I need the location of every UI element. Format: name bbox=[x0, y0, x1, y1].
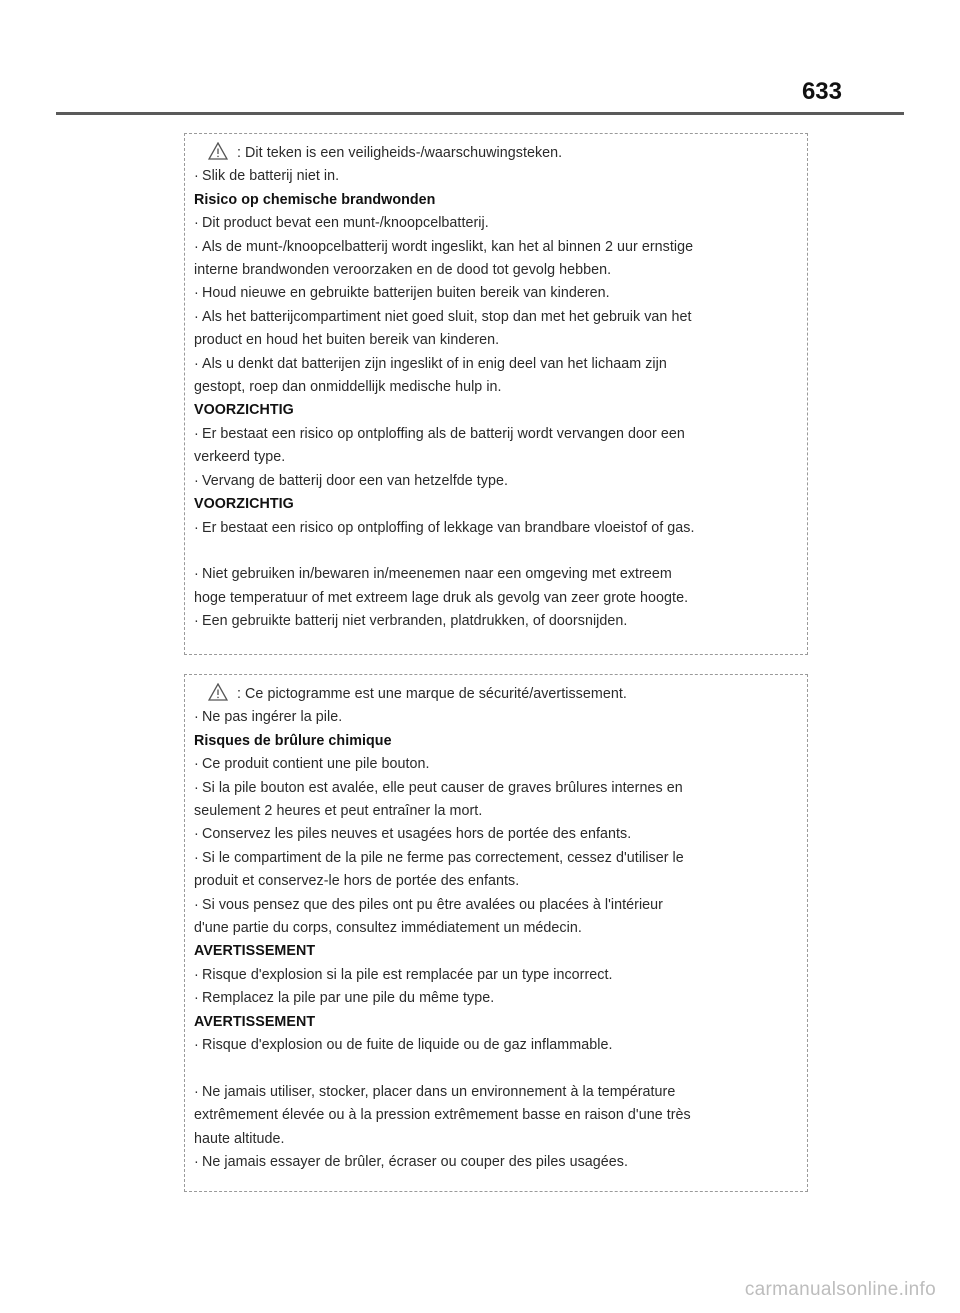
line-text: AVERTISSEMENT bbox=[194, 1013, 316, 1030]
bullet-dot-icon: · bbox=[194, 285, 199, 302]
line-text: Risque d'explosion ou de fuite de liquide ou de gaz inflammable. bbox=[202, 1037, 613, 1054]
bullet-dot-icon: · bbox=[194, 1083, 199, 1100]
line-text: Dit product bevat een munt-/knoopcelbatterij. bbox=[202, 215, 489, 232]
line-text: Ne jamais essayer de brûler, écraser ou couper des piles usagées. bbox=[202, 1154, 629, 1171]
notice-box-french bbox=[184, 674, 808, 1192]
safety-symbol-text: : Dit teken is een veiligheids-/waarschuwingsteken. bbox=[237, 145, 563, 161]
blank-line bbox=[194, 540, 793, 563]
bullet-dot-icon: · bbox=[194, 966, 199, 983]
notice-lines bbox=[194, 165, 793, 633]
line-text: hoge temperatuur of met extreem lage druk als gevolg van zeer grote hoogte. bbox=[194, 589, 689, 606]
line-text: AVERTISSEMENT bbox=[194, 943, 316, 960]
continuation-line bbox=[194, 446, 793, 469]
bullet-line bbox=[194, 777, 793, 800]
header-rule bbox=[56, 112, 904, 115]
line-text: Conservez les piles neuves et usagées hors de portée des enfants. bbox=[202, 826, 632, 843]
bullet-dot-icon: · bbox=[194, 215, 199, 232]
bullet-dot-icon: · bbox=[194, 613, 199, 630]
line-text: d'une partie du corps, consultez immédiatement un médecin. bbox=[194, 920, 582, 937]
bullet-dot-icon: · bbox=[194, 168, 199, 185]
bullet-line bbox=[194, 823, 793, 846]
bullet-line bbox=[194, 987, 793, 1010]
bullet-line bbox=[194, 353, 793, 376]
bullet-dot-icon: · bbox=[194, 709, 199, 726]
line-text: Si vous pensez que des piles ont pu être avalées ou placées à l'intérieur bbox=[202, 896, 663, 913]
bullet-dot-icon: · bbox=[194, 826, 199, 843]
continuation-line bbox=[194, 917, 793, 940]
bullet-dot-icon: · bbox=[194, 472, 199, 489]
continuation-line bbox=[194, 1128, 793, 1151]
line-text: product en houd het buiten bereik van kinderen. bbox=[194, 332, 500, 349]
bullet-line bbox=[194, 282, 793, 305]
bullet-line bbox=[194, 894, 793, 917]
line-text: Risques de brûlure chimique bbox=[194, 732, 392, 749]
continuation-line bbox=[194, 800, 793, 823]
line-text: Er bestaat een risico op ontploffing of lekkage van brandbare vloeistof of gas. bbox=[202, 519, 695, 536]
site-watermark: carmanualsonline.info bbox=[744, 1279, 936, 1300]
section-heading bbox=[194, 1011, 793, 1034]
line-text: Ne pas ingérer la pile. bbox=[202, 709, 343, 726]
line-text: verkeerd type. bbox=[194, 449, 286, 466]
line-text: gestopt, roep dan onmiddellijk medische hulp in. bbox=[194, 379, 502, 396]
bullet-line bbox=[194, 1081, 793, 1104]
section-heading bbox=[194, 189, 793, 212]
line-text: Niet gebruiken in/bewaren in/meenemen naar een omgeving met extreem bbox=[202, 566, 672, 583]
bullet-line bbox=[194, 517, 793, 540]
bullet-line bbox=[194, 847, 793, 870]
continuation-line bbox=[194, 587, 793, 610]
line-text: Risque d'explosion si la pile est remplacée par un type incorrect. bbox=[202, 966, 613, 983]
bullet-dot-icon: · bbox=[194, 425, 199, 442]
bullet-dot-icon: · bbox=[194, 519, 199, 536]
bullet-line bbox=[194, 236, 793, 259]
bullet-line bbox=[194, 706, 793, 729]
bullet-dot-icon: · bbox=[194, 849, 199, 866]
line-text: Remplacez la pile par une pile du même type. bbox=[202, 990, 495, 1007]
section-heading bbox=[194, 493, 793, 516]
line-text: interne brandwonden veroorzaken en de dood tot gevolg hebben. bbox=[194, 262, 612, 279]
line-text: haute altitude. bbox=[194, 1130, 285, 1147]
bullet-line bbox=[194, 964, 793, 987]
section-heading bbox=[194, 399, 793, 422]
bullet-dot-icon: · bbox=[194, 355, 199, 372]
line-text: Als het batterijcompartiment niet goed sluit, stop dan met het gebruik van het bbox=[202, 308, 692, 325]
bullet-dot-icon: · bbox=[194, 779, 199, 796]
line-text: Slik de batterij niet in. bbox=[202, 168, 340, 185]
continuation-line bbox=[194, 329, 793, 352]
notice-lines bbox=[194, 706, 793, 1174]
line-text: Houd nieuwe en gebruikte batterijen buiten bereik van kinderen. bbox=[202, 285, 610, 302]
bullet-line bbox=[194, 753, 793, 776]
section-heading bbox=[194, 940, 793, 963]
bullet-dot-icon: · bbox=[194, 308, 199, 325]
line-text: Als de munt-/knoopcelbatterij wordt ingeslikt, kan het al binnen 2 uur ernstige bbox=[202, 238, 694, 255]
bullet-line bbox=[194, 306, 793, 329]
bullet-dot-icon: · bbox=[194, 756, 199, 773]
safety-symbol-text: : Ce pictogramme est une marque de sécurité/avertissement. bbox=[237, 686, 627, 702]
line-text: Een gebruikte batterij niet verbranden, platdrukken, of doorsnijden. bbox=[202, 613, 628, 630]
page-number: 633 bbox=[801, 78, 842, 105]
line-text: Er bestaat een risico op ontploffing als de batterij wordt vervangen door een bbox=[202, 425, 685, 442]
bullet-line bbox=[194, 610, 793, 633]
continuation-line bbox=[194, 376, 793, 399]
bullet-line bbox=[194, 423, 793, 446]
safety-symbol-line bbox=[194, 683, 793, 706]
bullet-line bbox=[194, 1034, 793, 1057]
bullet-line bbox=[194, 165, 793, 188]
line-text: extrêmement élevée ou à la pression extrêmement basse en raison d'une très bbox=[194, 1107, 691, 1124]
line-text: Als u denkt dat batterijen zijn ingeslikt of in enig deel van het lichaam zijn bbox=[202, 355, 667, 372]
line-text: Si le compartiment de la pile ne ferme pas correctement, cessez d'utiliser le bbox=[202, 849, 684, 866]
line-text: Ne jamais utiliser, stocker, placer dans un environnement à la température bbox=[202, 1083, 676, 1100]
warning-triangle-icon bbox=[208, 683, 228, 701]
continuation-line bbox=[194, 1104, 793, 1127]
bullet-dot-icon: · bbox=[194, 1154, 199, 1171]
line-text: Si la pile bouton est avalée, elle peut causer de graves brûlures internes en bbox=[202, 779, 683, 796]
bullet-dot-icon: · bbox=[194, 1037, 199, 1054]
bullet-line bbox=[194, 1151, 793, 1174]
bullet-dot-icon: · bbox=[194, 990, 199, 1007]
bullet-dot-icon: · bbox=[194, 896, 199, 913]
notice-box-dutch bbox=[184, 133, 808, 655]
bullet-line bbox=[194, 563, 793, 586]
line-text: VOORZICHTIG bbox=[194, 402, 294, 419]
warning-triangle-icon bbox=[208, 142, 228, 160]
section-heading bbox=[194, 730, 793, 753]
continuation-line bbox=[194, 870, 793, 893]
bullet-dot-icon: · bbox=[194, 238, 199, 255]
bullet-dot-icon: · bbox=[194, 566, 199, 583]
line-text: produit et conservez-le hors de portée des enfants. bbox=[194, 873, 520, 890]
bullet-line bbox=[194, 212, 793, 235]
continuation-line bbox=[194, 259, 793, 282]
line-text: seulement 2 heures et peut entraîner la mort. bbox=[194, 803, 483, 820]
line-text: Risico op chemische brandwonden bbox=[194, 191, 436, 208]
blank-line bbox=[194, 1058, 793, 1081]
safety-symbol-line bbox=[194, 142, 793, 165]
line-text: Vervang de batterij door een van hetzelfde type. bbox=[202, 472, 509, 489]
line-text: Ce produit contient une pile bouton. bbox=[202, 756, 430, 773]
line-text: VOORZICHTIG bbox=[194, 496, 294, 513]
bullet-line bbox=[194, 470, 793, 493]
